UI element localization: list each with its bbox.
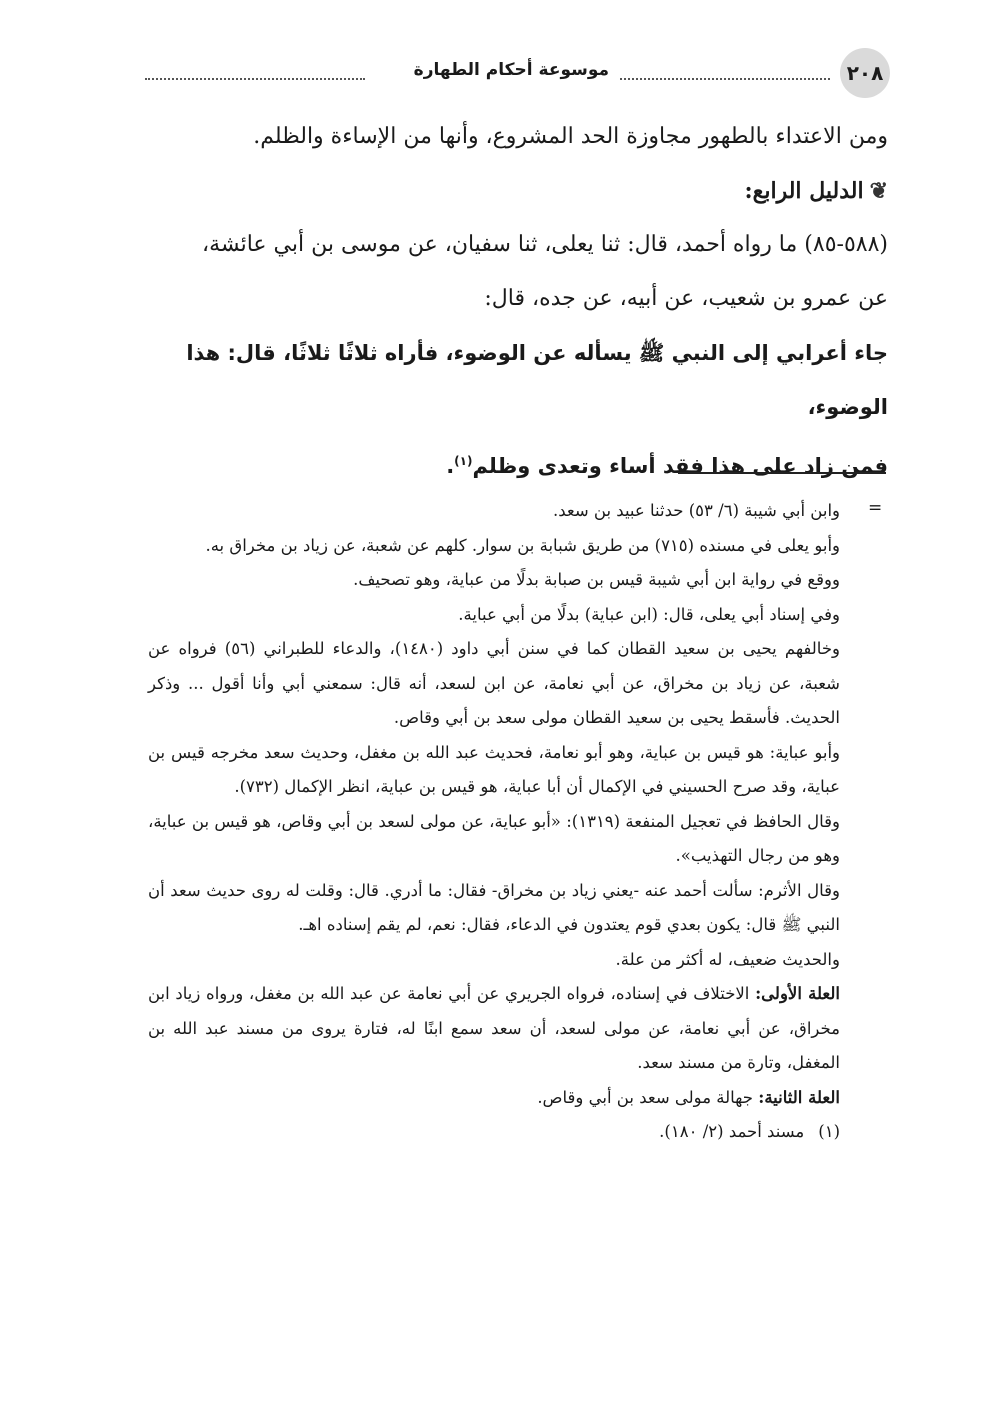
header-dots-right [620, 78, 830, 80]
footnote-ref[interactable]: (١) [454, 454, 473, 468]
footnote-1-text: مسند أحمد (٢/ ١٨٠). [659, 1122, 805, 1141]
footnote-line: وأبو عباية: هو قيس بن عباية، وهو أبو نعامة، فحديث عبد الله بن مغفل، وحديث سعد مخرجه قيس بن عباية، وقد صرح الحسيني في الإكمال أن أبا عباية، هو قيس بن عباية، انظر الإكمال (٧٣٢). [148, 742, 840, 796]
illa-second-label: العلة الثانية: [758, 1087, 840, 1107]
illa-first [148, 977, 840, 1081]
footnote-line: والحديث ضعيف، له أكثر من علة. [615, 949, 840, 969]
footnote-line: وأبو يعلى في مسنده (٧١٥) من طريق شبابة بن سوار. كلهم عن شعبة، عن زياد بن مخراق به. [205, 535, 840, 555]
isnad-line-2: عن عمرو بن شعيب، عن أبيه، عن جده، قال: [484, 286, 888, 311]
header-dots-left [145, 78, 365, 80]
hadith-text: فمن زاد على هذا فقد أساء وتعدى وظلم [472, 454, 888, 478]
footnote-line: وفي إسناد أبي يعلى، قال: (ابن عباية) بدلًا من أبي عباية. [458, 604, 840, 624]
illa-first-text: الاختلاف في إسناده، فرواه الجريري عن أبي نعامة عن عبد الله بن مغفل، ورواه زياد ابن مخراق، عن أبي نعامة، عن مولى لسعد، أن سعد سمع ابنًا له، فتارة يروى من مسند عبد الله بن المغفل، وتارة من مسند سعد. [148, 984, 840, 1072]
running-title: موسوعة أحكام الطهارة [408, 60, 615, 80]
page-header [110, 48, 890, 98]
footnotes [148, 494, 840, 1150]
footnote-line: وقال الأثرم: سألت أحمد عنه -يعني زياد بن مخراق- فقال: ما أدري. قال: وقلت له روى حديث سعد أن النبي ﷺ قال: يكون بعدي قوم يعتدون في الدعاء، فقال: نعم، لم يقم إسناده اهـ. [148, 880, 840, 934]
footnote-1 [148, 1115, 840, 1150]
illa-first-label: العلة الأولى: [755, 984, 840, 1003]
footnote-line: وابن أبي شيبة (٦/ ٥٣) حدثنا عبيد بن سعد. [552, 501, 840, 520]
footnote-line: وخالفهم يحيى بن سعيد القطان كما في سنن أبي داود (١٤٨٠)، والدعاء للطبراني (٥٦) فرواه عن شعبة، عن زياد بن مخراق، عن أبي نعامة، عن ابن لسعد، أنه قال: سمعني أبي وأنا أقول ... وذكر الحديث. فأسقط يحيى بن سعيد القطان مولى سعد بن أبي وقاص. [148, 639, 840, 727]
hadith-line-1: جاء أعرابي إلى النبي ﷺ يسأله عن الوضوء، فأراه ثلاثًا ثلاثًا، قال: هذا الوضوء، [186, 341, 888, 419]
section-heading [118, 164, 888, 218]
hadith-line-2 [118, 434, 888, 493]
footnote-continuation-mark: = [868, 498, 883, 518]
main-text [118, 110, 888, 493]
footnote-line: ووقع في رواية ابن أبي شيبة قيس بن صبابة بدلًا من عباية، وهو تصحيف. [353, 570, 840, 589]
heading-text: الدليل الرابع: [744, 178, 864, 204]
paragraph-intro: ومن الاعتداء بالطهور مجاوزة الحد المشروع، وأنها من الإساءة والظلم. [253, 124, 888, 149]
page-number-badge: ٢٠٨ [840, 48, 890, 98]
hadith-end: . [446, 454, 455, 478]
illa-second-text: جهالة مولى سعد بن أبي وقاص. [537, 1087, 759, 1107]
footnote-divider [678, 472, 886, 474]
footnote-1-number: (١) [818, 1122, 840, 1141]
isnad-line-1: (٥٨٨-٨٥) ما رواه أحمد، قال: ثنا يعلى، ثنا سفيان، عن موسى بن أبي عائشة، [202, 232, 888, 257]
illa-second [148, 1081, 840, 1116]
leaf-ornament-icon: ❦ [869, 178, 888, 204]
footnote-line: وقال الحافظ في تعجيل المنفعة (١٣١٩): «أبو عباية، عن مولى لسعد بن أبي وقاص، هو قيس بن عباية، وهو من رجال التهذيب». [148, 811, 840, 865]
